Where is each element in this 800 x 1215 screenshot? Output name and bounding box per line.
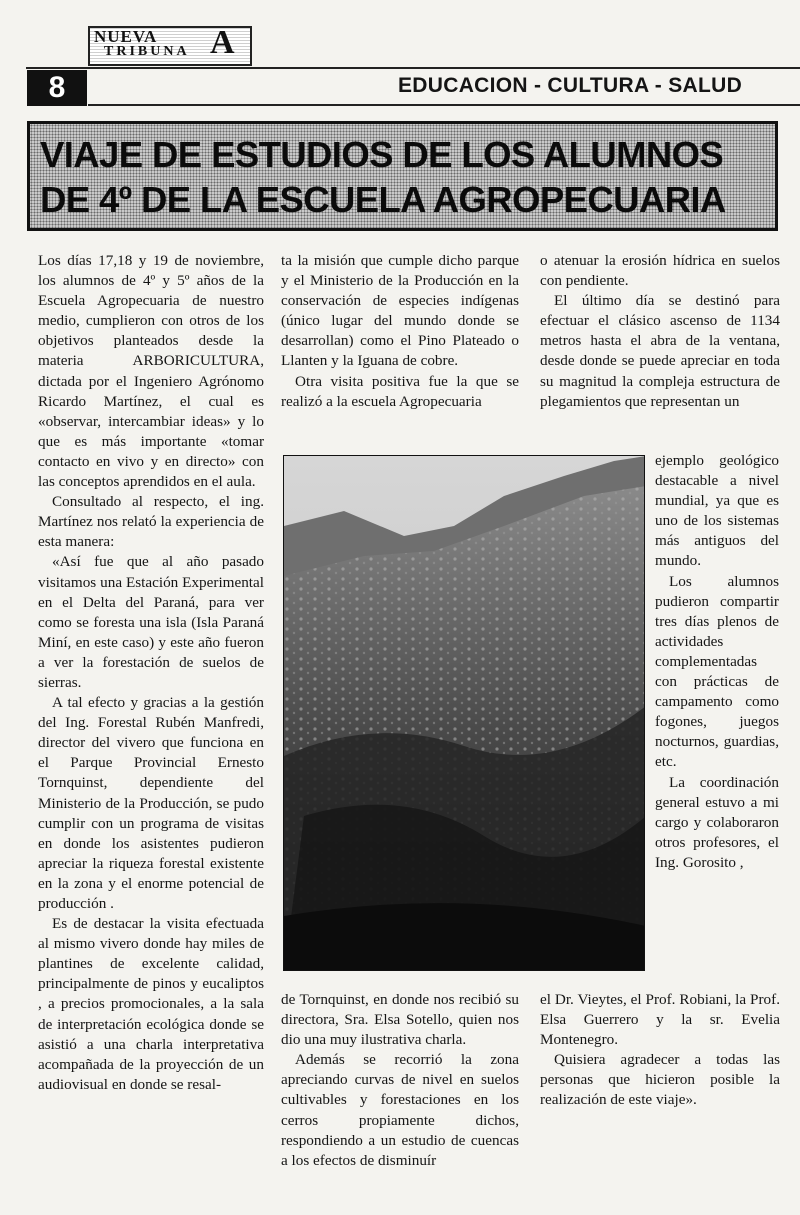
article-column-3-top <box>540 251 780 412</box>
paragraph: ta la misión que cumple dicho parque y el Ministerio de la Producción en la conservación de especies indígenas (único lugar del mundo donde se desarrollan) como el Pino Plateado o Llanten y la Iguana de cobre. <box>281 252 519 370</box>
paragraph: Es de destacar la visita efectuada al mismo vivero donde hay miles de plantines de excelente calidad, principalmente de pinos y eucaliptos , a precios promocionales, a la sala de interpretación ecológica donde se asistió a una charla interpretativa acompañada de la proyección de un audiovisual en donde se resal- <box>38 915 264 1093</box>
mountain-photo <box>283 455 645 971</box>
paragraph: Quisiera agradecer a todas las personas que hicieron posible la realización de este viaje». <box>540 1051 780 1109</box>
paragraph: El último día se destinó para efectuar el clásico ascenso de 1134 metros hasta el abra de la ventana, desde donde se puede apreciar en toda su magnitud la compleja estructura de plegamientos que representan un <box>540 292 780 410</box>
newspaper-masthead-logo <box>88 26 252 66</box>
headline-line-1: VIAJE DE ESTUDIOS DE LOS ALUMNOS <box>40 134 724 175</box>
paragraph: Los días 17,18 y 19 de noviembre, los alumnos de 4º y 5º años de la Escuela Agropecuaria de nuestro medio, cumplieron con otros de los objetivos planteados desde la materia ARBORICULTURA, dictada por el Ingeniero Agrónomo Ricardo Martínez, el cual es «observar, intercambiar ideas» y lo que es más importante «tomar contacto en vivo y en directo» con las conceptos aprendidos en el aula. <box>38 252 264 491</box>
paragraph: Consultado al respecto, el ing. Martínez nos relató la experiencia de esta manera: <box>38 493 264 551</box>
paragraph: A tal efecto y gracias a la gestión del Ing. Forestal Rubén Manfredi, director del vivero que funciona en el Parque Provincial Ernesto Tornquinst, dependiente del Ministerio de la Producción, se pudo cumplir con un programa de visitas en donde los asistentes pudieron apreciar la riqueza forestal existente en la zona y el enorme potencial de producción . <box>38 694 264 912</box>
paragraph: La coordinación general estuvo a mi cargo y colaboraron otros profesores, el Ing. Gorosito , <box>655 773 779 871</box>
paragraph: Los alumnos pudieron compartir tres días plenos de actividades complementadas con prácticas de campamento como fogones, juegos nocturnos, guardias, etc. <box>655 572 779 771</box>
paragraph: Otra visita positiva fue la que se realizó a la escuela Agropecuaria <box>281 372 519 410</box>
masthead-initial: A <box>210 24 235 61</box>
article-column-1 <box>38 251 264 1095</box>
masthead-word-nueva: NUEVA <box>94 27 158 46</box>
paragraph: Además se recorrió la zona apreciando curvas de nivel en suelos cultivables y forestaciones en los cerros propiamente dichos, respondiendo a un estudio de cuencas a los efectos de disminuír <box>281 1051 519 1169</box>
article-column-3-bottom <box>540 990 780 1111</box>
article-column-2-bottom <box>281 990 519 1171</box>
paragraph: el Dr. Vieytes, el Prof. Robiani, la Prof. Elsa Guerrero y la sr. Evelia Montenegro. <box>540 991 780 1049</box>
masthead-word-tribuna: TRIBUNA <box>104 44 190 59</box>
header-rule <box>26 67 800 69</box>
section-rule <box>88 104 800 106</box>
headline-line-2: DE 4º DE LA ESCUELA AGROPECUARIA <box>40 179 726 220</box>
page-number: 8 <box>27 70 87 106</box>
paragraph: ejemplo geológico destacable a nivel mundial, ya que es uno de los sistemas más antiguos del mundo. <box>655 452 779 570</box>
paragraph: «Así fue que al año pasado visitamos una Estación Experimental en el Delta del Paraná, para ver como se foresta una isla (Isla Paraná Miní, en este caso) y este año fueron a ver la forestación de suelos de sierras. <box>38 553 264 691</box>
article-headline <box>40 132 780 222</box>
paragraph: o atenuar la erosión hídrica en suelos con pendiente. <box>540 252 780 290</box>
article-column-3-side <box>655 451 779 873</box>
article-column-2-top <box>281 251 519 412</box>
paragraph: de Tornquinst, en donde nos recibió su directora, Sra. Elsa Sotello, quien nos dio una muy ilustrativa charla. <box>281 991 519 1049</box>
section-title: EDUCACION - CULTURA - SALUD <box>398 74 743 97</box>
